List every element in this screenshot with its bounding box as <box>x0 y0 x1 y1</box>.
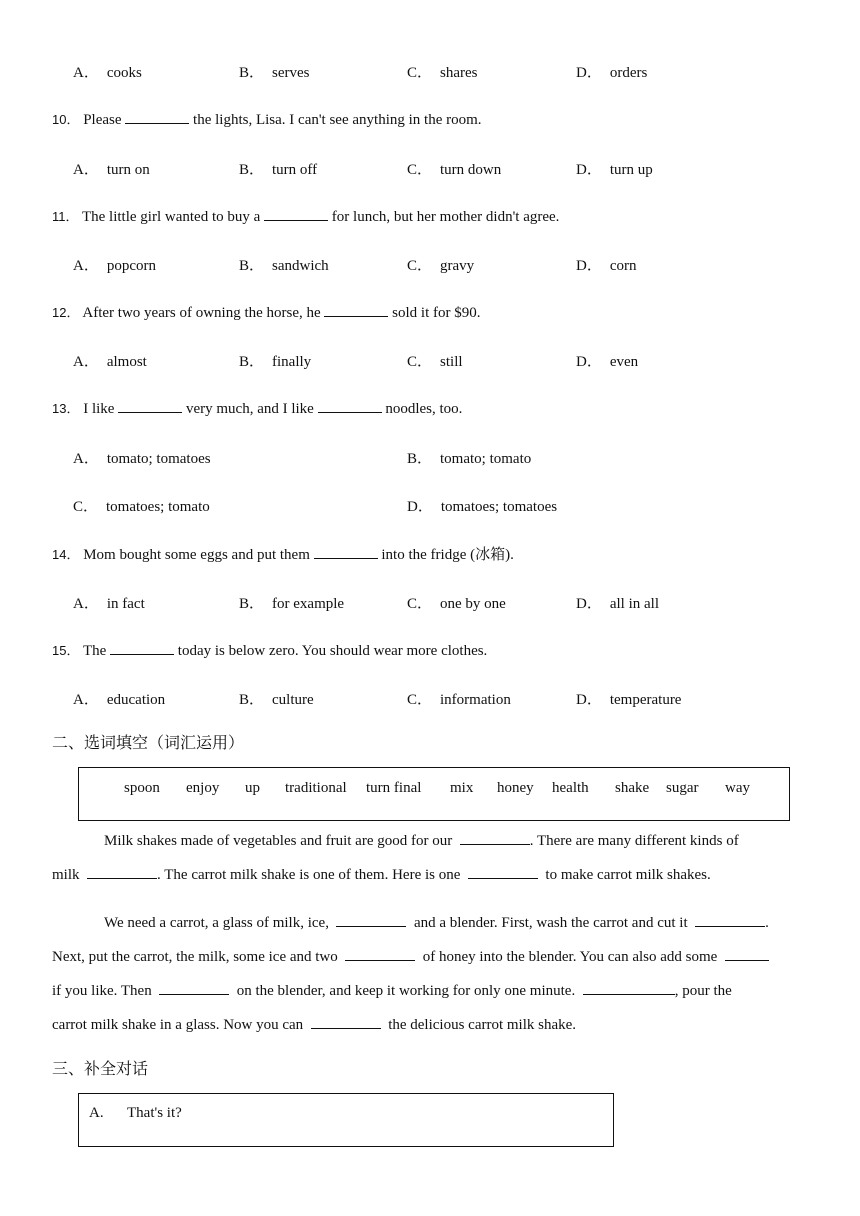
passage-line: We need a carrot, a glass of milk, ice, and a blender. First, wash the carrot and cut it . <box>104 912 769 932</box>
option-d: D． all in all <box>576 596 659 612</box>
answer-blank[interactable] <box>159 980 229 995</box>
answer-blank[interactable] <box>314 544 378 559</box>
option-c: C． information <box>407 692 511 708</box>
answer-blank[interactable] <box>345 946 415 961</box>
option-b: B． culture <box>239 692 314 708</box>
option-d: D． even <box>576 354 639 370</box>
answer-blank[interactable] <box>460 830 530 845</box>
word-bank-item: up <box>245 780 260 796</box>
option-d: D． turn up <box>576 162 653 178</box>
option-b: B． turn off <box>239 162 318 178</box>
answer-blank[interactable] <box>583 980 675 995</box>
word-bank-item: turn final <box>366 780 422 796</box>
question-15: 15． The today is below zero. You should wear more clothes. <box>52 640 487 660</box>
option-a: A． turn on <box>73 162 150 178</box>
option-text: That's it? <box>127 1105 182 1121</box>
answer-blank[interactable] <box>125 109 189 124</box>
section-title: 二、选词填空（词汇运用） <box>52 733 245 752</box>
answer-blank[interactable] <box>725 946 769 961</box>
passage-line: Milk shakes made of vegetables and fruit are good for our . There are many different kinds of <box>104 830 739 850</box>
section-title: 三、补全对话 <box>52 1059 149 1078</box>
word-bank-item: way <box>725 780 750 796</box>
answer-blank[interactable] <box>324 302 388 317</box>
option-c: C． gravy <box>407 258 475 274</box>
option-a: A． tomato; tomatoes <box>73 451 211 467</box>
word-bank-item: shake <box>615 780 650 796</box>
word-bank-item: spoon <box>124 780 160 796</box>
word-bank-item: enjoy <box>186 780 220 796</box>
answer-blank[interactable] <box>264 206 328 221</box>
option-a: A． cooks <box>73 65 142 81</box>
option-b: B． serves <box>239 65 310 81</box>
option-a: A． popcorn <box>73 258 156 274</box>
passage-line: carrot milk shake in a glass. Now you can the delicious carrot milk shake. <box>52 1014 576 1034</box>
passage-line: if you like. Then on the blender, and keep it working for only one minute. , pour the <box>52 980 732 1000</box>
answer-blank[interactable] <box>695 912 765 927</box>
word-bank <box>78 767 790 821</box>
option-c: C． turn down <box>407 162 502 178</box>
question-12: 12． After two years of owning the horse, he sold it for $90. <box>52 302 481 322</box>
word-bank-item: honey <box>497 780 534 796</box>
option-d: D． corn <box>576 258 637 274</box>
answer-blank[interactable] <box>336 912 406 927</box>
passage-line: Next, put the carrot, the milk, some ice and two of honey into the blender. You can also add some <box>52 946 769 966</box>
option-a: A． almost <box>73 354 147 370</box>
question-10: 10． Please the lights, Lisa. I can't see anything in the room. <box>52 109 482 129</box>
answer-blank[interactable] <box>87 864 157 879</box>
option-a: A． in fact <box>73 596 145 612</box>
word-bank-item: sugar <box>666 780 699 796</box>
option-d: D． orders <box>576 65 648 81</box>
dialogue-options-box <box>78 1093 614 1147</box>
answer-blank[interactable] <box>468 864 538 879</box>
question-11: 11． The little girl wanted to buy a for lunch, but her mother didn't agree. <box>52 206 559 226</box>
answer-blank-1[interactable] <box>118 398 182 413</box>
option-a: A． education <box>73 692 166 708</box>
option-b: B． for example <box>239 596 345 612</box>
word-bank-item: mix <box>450 780 474 796</box>
option-d: D． temperature <box>576 692 682 708</box>
word-bank-item: traditional <box>285 780 347 796</box>
option-b: B． tomato; tomato <box>407 451 532 467</box>
option-c: C． still <box>407 354 463 370</box>
option-b: B． finally <box>239 354 312 370</box>
option-c: C． shares <box>407 65 478 81</box>
option-d: D． tomatoes; tomatoes <box>407 499 558 515</box>
option-c: C． one by one <box>407 596 506 612</box>
question-14: 14． Mom bought some eggs and put them into the fridge (冰箱). <box>52 543 514 564</box>
option-b: B． sandwich <box>239 258 329 274</box>
option-letter: A. <box>89 1105 104 1121</box>
question-13: 13． I like very much, and I like noodles, too. <box>52 398 462 418</box>
answer-blank[interactable] <box>110 640 174 655</box>
option-c: C． tomatoes; tomato <box>73 499 210 515</box>
word-bank-item: health <box>552 780 589 796</box>
answer-blank[interactable] <box>311 1014 381 1029</box>
answer-blank-2[interactable] <box>318 398 382 413</box>
passage-line: milk . The carrot milk shake is one of them. Here is one to make carrot milk shakes. <box>52 864 711 884</box>
